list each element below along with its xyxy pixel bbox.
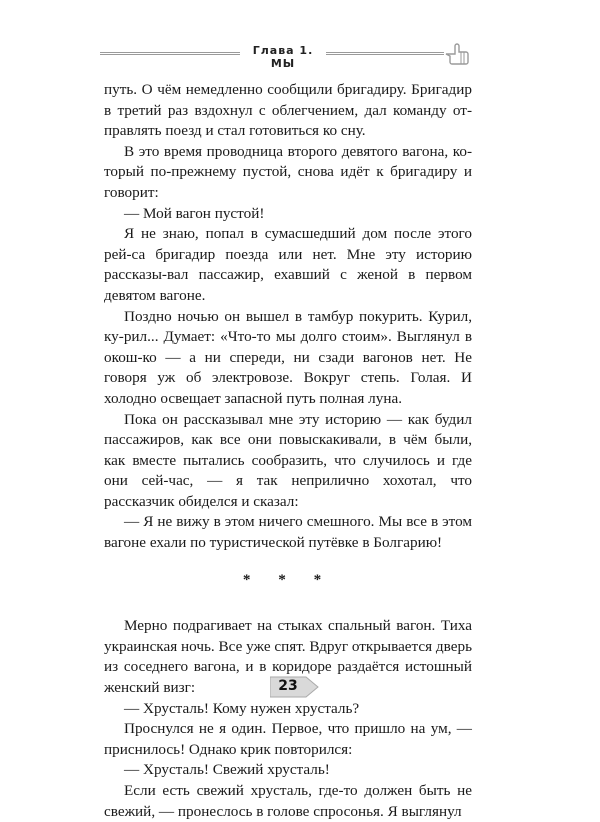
paragraph: Мерно подрагивает на стыках спальный вагон. Тиха украинская ночь. Все уже спят. Вдруг открывается дверь из соседнего вагона, и в коридоре раздаётся истошный женский визг: — [104, 617, 472, 697]
paragraph: путь. О чём немедленно сообщили бригадиру. Бригадир в третий раз вздохнул с облегчением, дал команду от-правлять поезд и стал готовиться ко сну. — [104, 81, 472, 140]
paragraph: — Мой вагон пустой! — [124, 204, 265, 222]
chapter-title: Глава 1. МЫ — [252, 44, 314, 70]
page-number-badge — [270, 676, 320, 698]
running-header — [100, 40, 472, 70]
section-separator: * * * — [242, 570, 334, 588]
paragraph: — Хрусталь! Свежий хрусталь! — [124, 761, 330, 779]
paragraph: Поздно ночью он вышел в тамбур покурить. Курил, ку-рил... Думает: «Что-то мы долго стоим». Выглянул в окош-ко — а ни спереди, ни сзади вагонов нет. Не говоря уж об электровозе. Вокруг степь. Голая. И холодно освещает запасной путь полная луна. — [104, 307, 472, 407]
paragraph: Я не знаю, попал в сумасшедший дом после этого рей-са бригадир поезда или нет. Мне эту историю рассказы-вал пассажир, ехавший с женой в первом девятом вагоне. — [104, 225, 472, 304]
paragraph: Проснулся не я один. Первое, что пришло на ум, — приснилось! Однако крик повторился: — [104, 720, 472, 758]
paragraph: Если есть свежий хрусталь, где-то должен быть не свежий, — пронеслось в голове спросонья. Я выглянул — [104, 782, 472, 820]
header-rule-right — [326, 52, 444, 55]
page-body — [104, 80, 472, 822]
paragraph: — Я не вижу в этом ничего смешного. Мы все в этом вагоне ехали по туристической путёвке в Болгарию! — [104, 513, 472, 552]
paragraph: Пока он рассказывал мне эту историю — как будил пассажиров, как все они повыскакивали, в чём были, как вместе пытались сообразить, что случилось и где они сей-час, — я так неприлично хохотал, что рассказчик обиделся и сказал: — [104, 410, 472, 510]
paragraph: В это время проводница второго девятого вагона, ко-торый по-прежнему пустой, снова идёт к бригадиру и говорит: — [104, 142, 472, 201]
header-rule-left — [100, 52, 240, 55]
page-number: 23 — [278, 678, 298, 694]
hand-pointing-icon — [444, 40, 470, 66]
paragraph: — Хрусталь! Кому нужен хрусталь? — [124, 699, 360, 717]
